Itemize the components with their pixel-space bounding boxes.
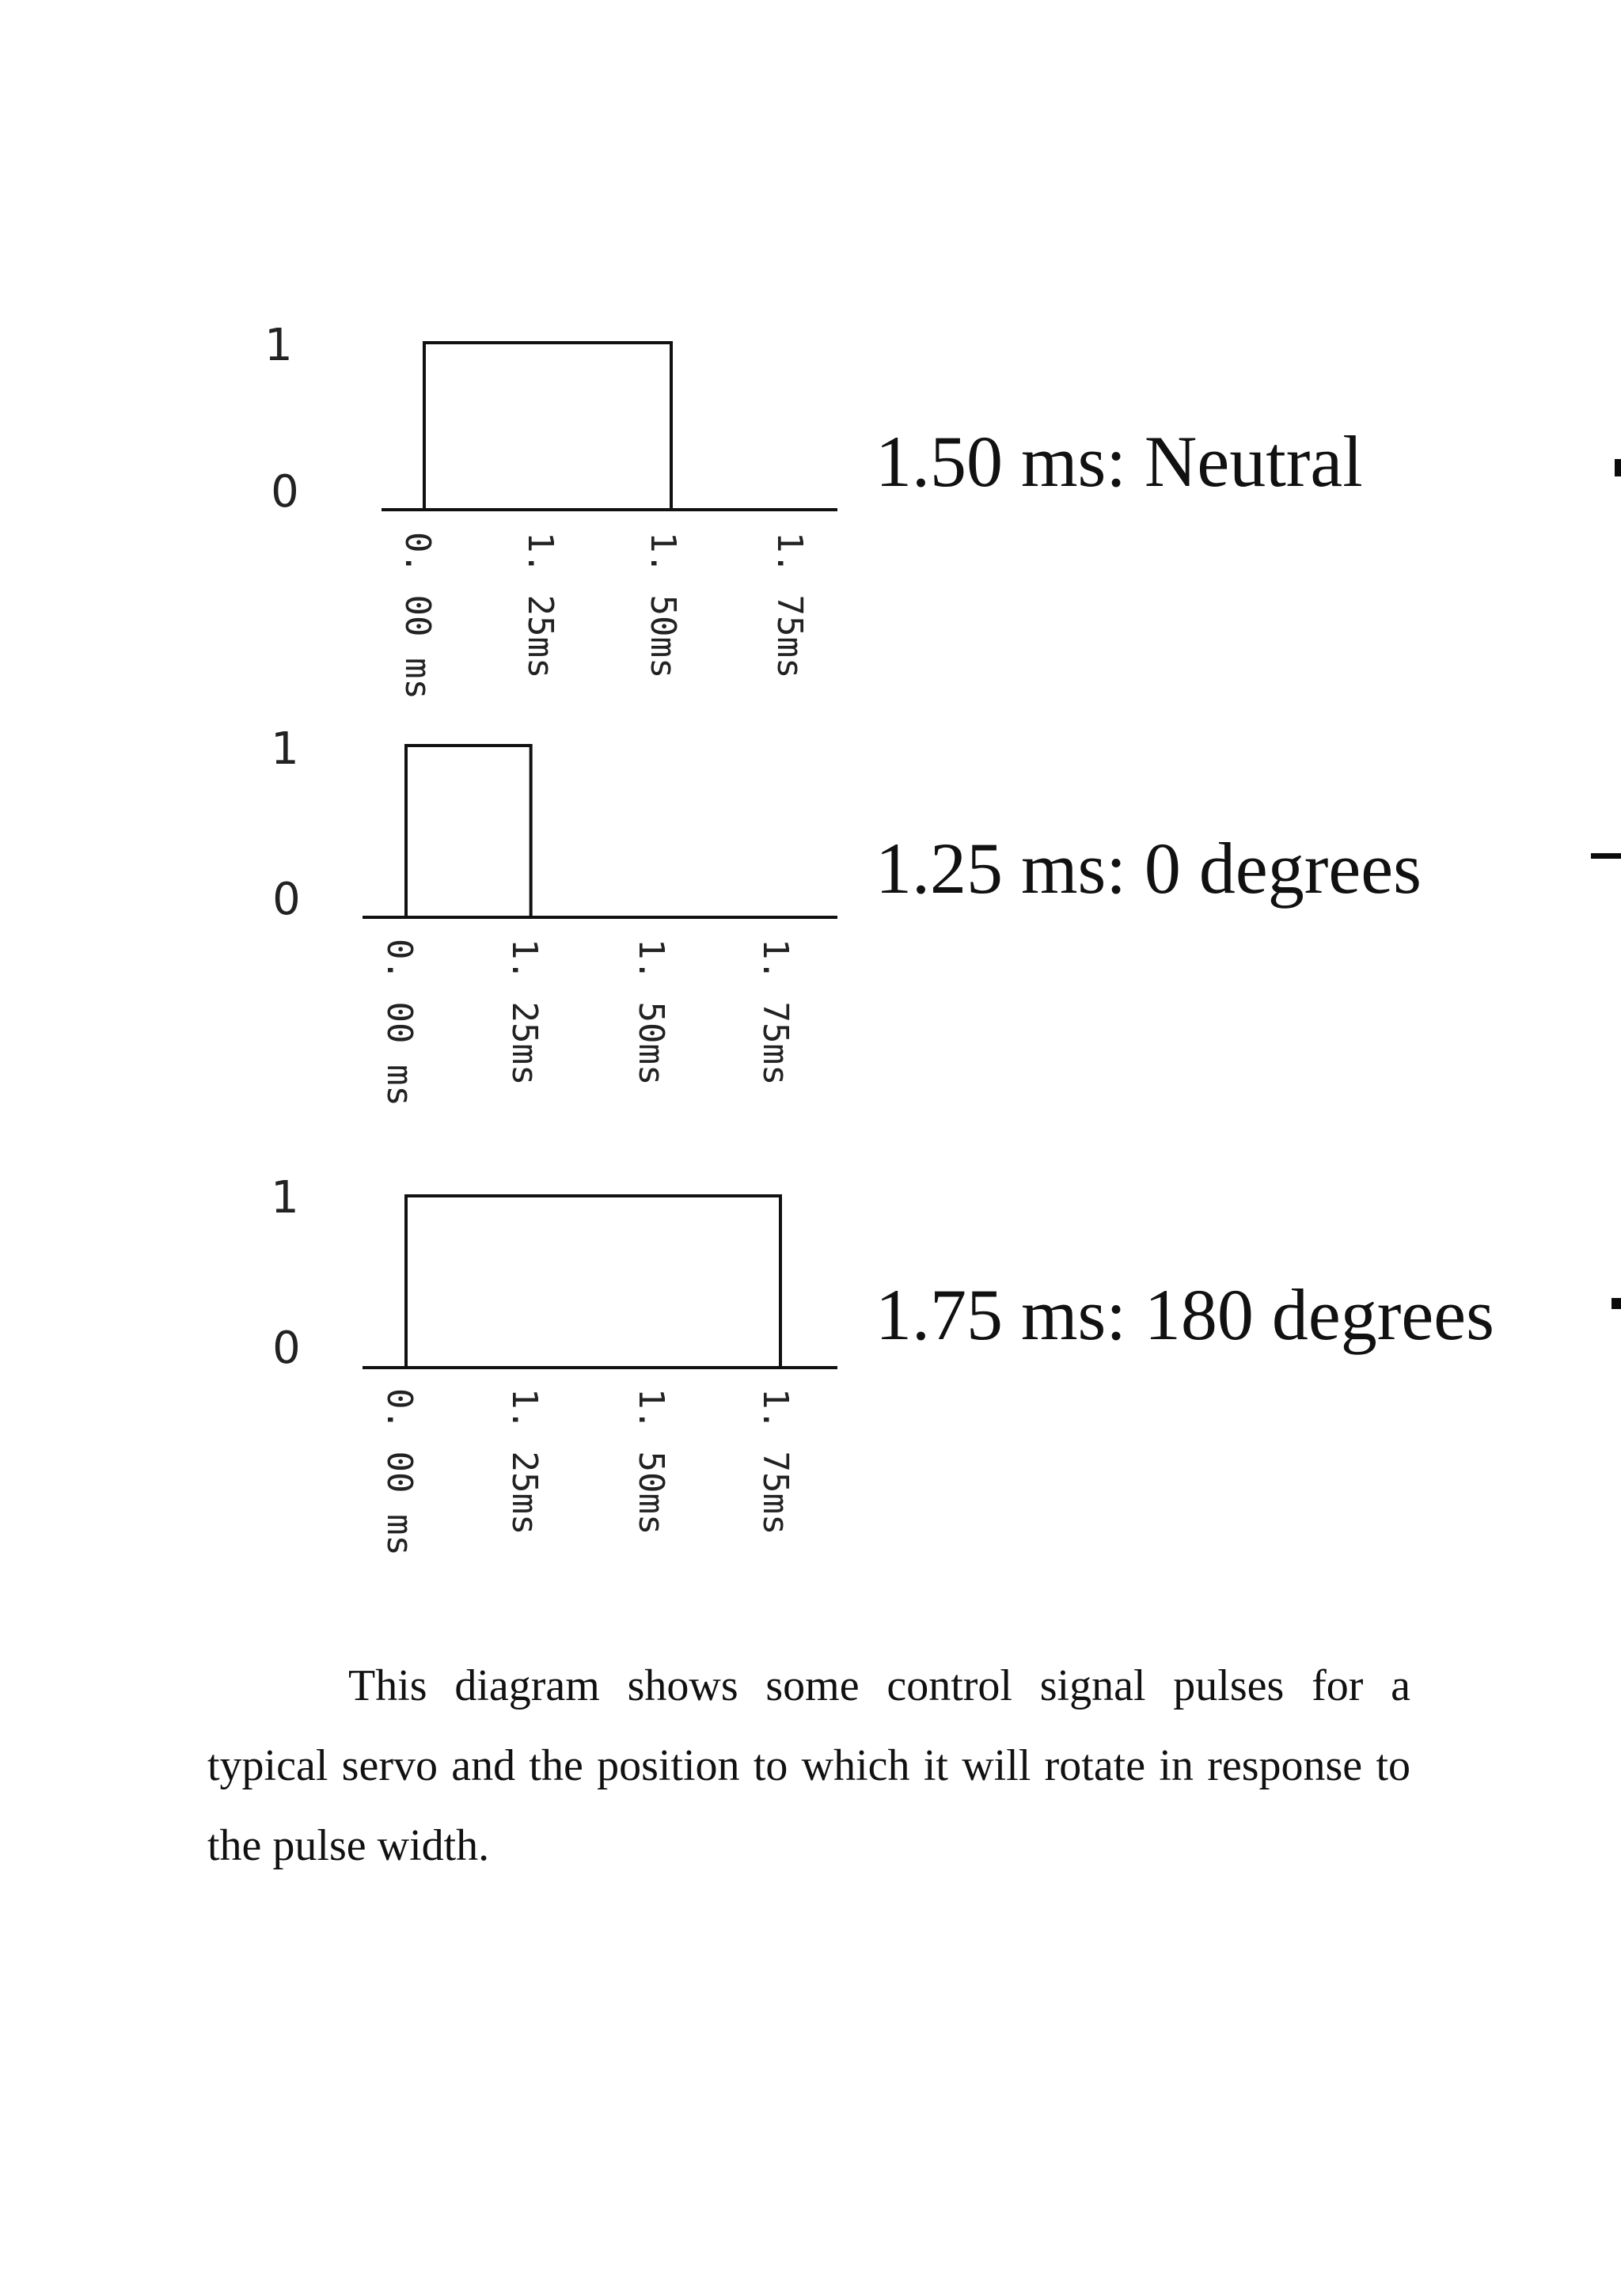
pulse-caption: 1.50 ms: Neutral xyxy=(875,421,1363,502)
edge-fragment xyxy=(1615,459,1621,476)
tick-label: 1. 75ms xyxy=(769,532,810,679)
tick-label: 1. 50ms xyxy=(631,939,671,1086)
tick-label: 1. 25ms xyxy=(504,1388,545,1535)
y-label-low: 0 xyxy=(271,466,299,518)
pulse-waveform xyxy=(424,343,671,510)
y-label-high: 1 xyxy=(264,320,293,371)
y-label-low: 0 xyxy=(272,1323,301,1374)
figure-description: This diagram shows some control signal pulses for a typical servo and the position to which it will rotate in response to the pulse width. xyxy=(207,1661,1410,1870)
tick-label: 1. 75ms xyxy=(755,1388,795,1535)
pulse-caption: 1.75 ms: 180 degrees xyxy=(875,1274,1494,1355)
pulse-waveform xyxy=(406,746,531,917)
y-label-high: 1 xyxy=(271,723,299,775)
pulse-panel-0-degrees xyxy=(271,723,1422,1106)
edge-fragment xyxy=(1612,1298,1621,1309)
tick-label: 0. 00 ms xyxy=(379,1388,419,1556)
tick-label: 1. 25ms xyxy=(520,532,560,679)
pulse-waveform xyxy=(406,1196,780,1368)
tick-label: 1. 50ms xyxy=(631,1388,671,1535)
y-label-low: 0 xyxy=(272,874,301,925)
y-label-high: 1 xyxy=(271,1172,299,1224)
tick-label: 1. 25ms xyxy=(504,939,545,1086)
tick-label: 0. 00 ms xyxy=(379,939,419,1106)
pulse-caption: 1.25 ms: 0 degrees xyxy=(875,828,1422,909)
tick-label: 1. 75ms xyxy=(755,939,795,1086)
edge-fragment xyxy=(1591,853,1621,859)
pulse-panel-180-degrees xyxy=(271,1172,1494,1556)
tick-label: 1. 50ms xyxy=(643,532,683,679)
tick-label: 0. 00 ms xyxy=(397,532,438,700)
pulse-panel-neutral xyxy=(264,320,1363,700)
